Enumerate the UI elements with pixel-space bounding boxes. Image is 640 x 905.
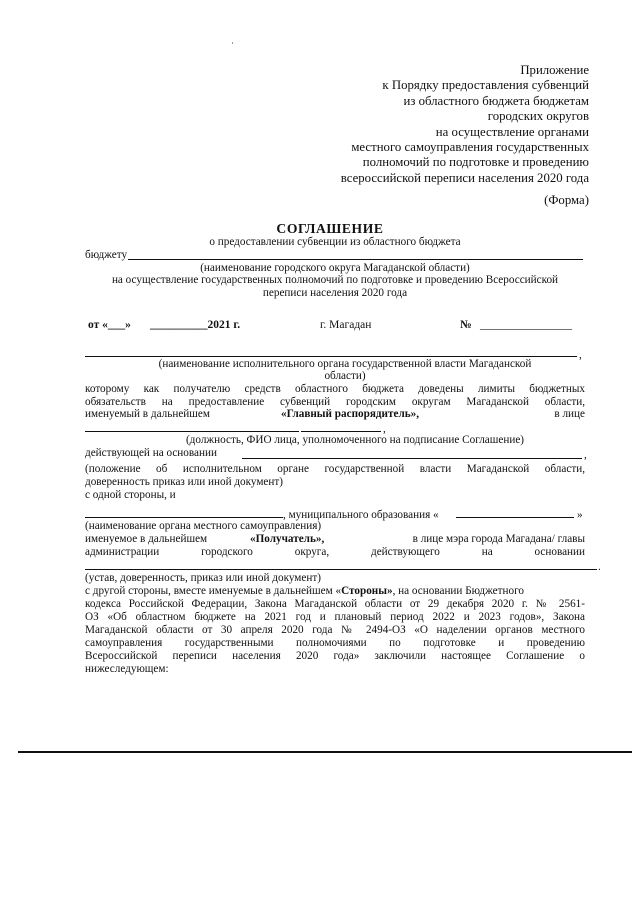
acting-basis-label: действующей на основании bbox=[85, 447, 217, 459]
appendix-line: к Порядку предоставления субвенций bbox=[382, 78, 589, 93]
date-from[interactable]: от «___» bbox=[88, 319, 131, 331]
paragraph-1-line-2: обязательств на предоставление субвенций городским округам Магаданской области, bbox=[85, 396, 585, 408]
mayor-text: в лице мэра города Магадана/ главы bbox=[412, 533, 585, 545]
recipient-label: «Получатель», bbox=[250, 533, 325, 545]
official-blank-1[interactable] bbox=[85, 431, 299, 432]
position-caption-1: (положение об исполнительном органе государственной власти Магаданской области, bbox=[85, 463, 585, 475]
appendix-line: всероссийской переписи населения 2020 года bbox=[340, 170, 589, 185]
scan-speck bbox=[232, 42, 233, 44]
date-year-field[interactable]: __________2021 г. bbox=[150, 319, 241, 331]
appendix-line: местного самоуправления государственных bbox=[351, 140, 589, 155]
final-line-7: нижеследующем: bbox=[85, 663, 169, 675]
named-text: именуемый в дальнейшем bbox=[85, 408, 210, 420]
document-title: СОГЛАШЕНИЕ bbox=[276, 221, 384, 236]
appendix-line: городских округов bbox=[487, 109, 589, 124]
municipal-label: , муниципального образования « bbox=[283, 509, 439, 521]
named-line bbox=[85, 533, 585, 546]
parties-label: Стороны» bbox=[341, 585, 393, 597]
final-line-2: кодекса Российской Федерации, Закона Магаданской области от 29 декабря 2020 г. № 2561- bbox=[85, 598, 585, 610]
appendix-header bbox=[341, 63, 589, 186]
paragraph-1-line-3 bbox=[85, 408, 585, 421]
municipal-name-blank[interactable] bbox=[456, 517, 574, 518]
number-sign: № bbox=[460, 319, 472, 331]
in-person-text: в лице bbox=[554, 408, 585, 420]
exec-body-blank-line[interactable] bbox=[85, 356, 577, 357]
other-side-line bbox=[85, 585, 585, 598]
one-side-text: с одной стороны, и bbox=[85, 489, 176, 501]
document-subtitle: о предоставлении субвенции из областного бюджета bbox=[209, 236, 461, 248]
final-line-5: самоуправления государственными полномочиями по подготовке и проведению bbox=[85, 637, 585, 649]
date-line bbox=[88, 319, 593, 333]
exec-caption-2: области) bbox=[324, 370, 366, 382]
other-side-prefix: с другой стороны, вместе именуемые в дальнейшем « bbox=[85, 585, 342, 597]
charter-blank[interactable] bbox=[85, 569, 597, 570]
final-line-4: Магаданской области от 30 апреля 2020 года № 2494-ОЗ «О наделении органов местного bbox=[85, 624, 585, 636]
budget-caption: (наименование городского округа Магаданской области) bbox=[200, 262, 470, 274]
bottom-rule bbox=[18, 751, 632, 753]
final-line-3: ОЗ «Об областном бюджете на 2021 год и плановый период 2022 и 2023 годов», Закона bbox=[85, 611, 585, 623]
number-field[interactable]: ________________ bbox=[480, 319, 572, 331]
main-distributor-label: «Главный распорядитель», bbox=[281, 408, 420, 420]
form-label: (Форма) bbox=[544, 193, 589, 207]
city-name: г. Магадан bbox=[320, 319, 372, 331]
admin-line: администрации городского округа, действующего на основании bbox=[85, 546, 585, 558]
position-caption-2: доверенность приказ или иной документ) bbox=[85, 476, 284, 488]
paragraph-1-line-1: которому как получателю средств областного бюджета доведены лимиты бюджетных bbox=[85, 383, 585, 395]
acting-basis-blank[interactable] bbox=[242, 458, 582, 459]
municipal-close: » bbox=[577, 509, 583, 521]
official-caption: (должность, ФИО лица, уполномоченного на подписание Соглашение) bbox=[185, 434, 525, 446]
named-prefix: именуемое в дальнейшем bbox=[85, 533, 208, 545]
appendix-line: полномочий по подготовке и проведению bbox=[362, 155, 589, 170]
purpose-line-1: на осуществление государственных полномочий по подготовке и проведению Всероссийской bbox=[111, 274, 559, 286]
local-gov-caption: (наименование органа местного самоуправления) bbox=[85, 520, 322, 532]
official-blank-2[interactable] bbox=[301, 431, 381, 432]
other-side-suffix: , на основании Бюджетного bbox=[392, 585, 525, 597]
appendix-line: Приложение bbox=[520, 63, 589, 77]
appendix-line: из областного бюджета бюджетам bbox=[403, 93, 589, 108]
local-gov-blank[interactable] bbox=[85, 517, 283, 518]
budget-blank-line[interactable] bbox=[128, 259, 583, 260]
charter-caption: (устав, доверенность, приказ или иной документ) bbox=[85, 572, 321, 584]
budget-prefix: бюджету bbox=[85, 249, 128, 261]
appendix-line: на осуществление органами bbox=[435, 124, 589, 139]
purpose-line-2: переписи населения 2020 года bbox=[262, 287, 408, 299]
final-line-6: Всероссийской переписи населения 2020 года» заключили настоящее Соглашение о bbox=[85, 650, 585, 662]
exec-caption-1: (наименование исполнительного органа государственной власти Магаданской bbox=[158, 358, 532, 370]
